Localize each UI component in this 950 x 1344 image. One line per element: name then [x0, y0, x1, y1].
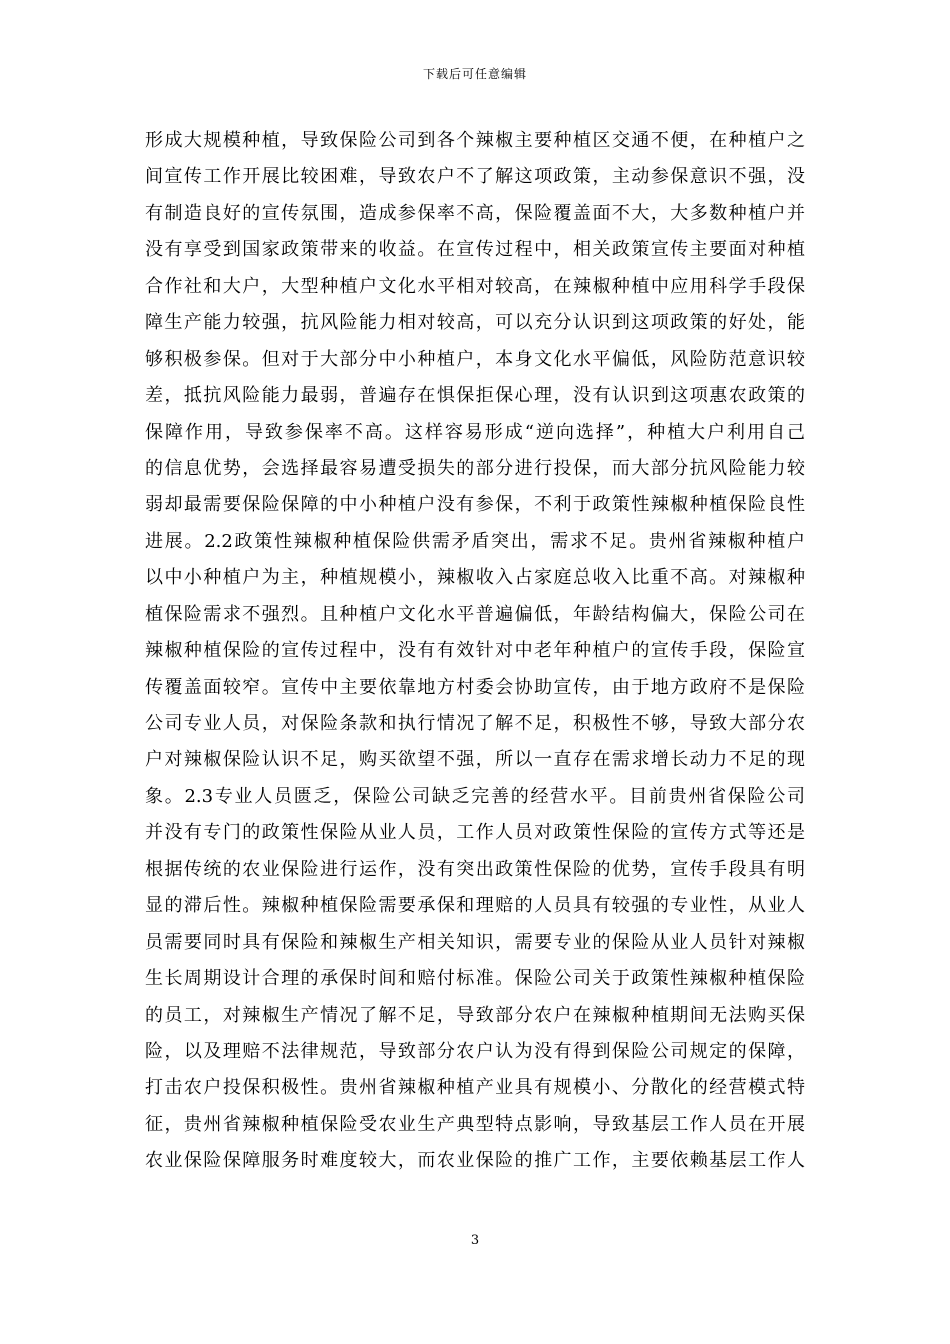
text-line-3: 有制造良好的宣传氛围，造成参保率不高，保险覆盖面不大，大多数种植户并: [145, 202, 805, 224]
text-line-14: 植保险需求不强烈。且种植户文化水平普遍偏低，年龄结构偏大，保险公司在: [145, 603, 805, 625]
text-line-9: 保障作用，导致参保率不高。这样容易形成“逆向选择”，种植大户利用自己: [145, 421, 805, 443]
text-line-27: 打击农户投保积极性。贵州省辣椒种植产业具有规模小、分散化的经营模式特: [145, 1077, 805, 1099]
text-line-12: 进展。2.2政策性辣椒种植保险供需矛盾突出，需求不足。贵州省辣椒种植户: [145, 530, 805, 552]
text-line-22: 显的滞后性。辣椒种植保险需要承保和理赔的人员具有较强的专业性，从业人: [145, 895, 805, 917]
text-line-13: 以中小种植户为主，种植规模小，辣椒收入占家庭总收入比重不高。对辣椒种: [145, 567, 805, 589]
text-line-7: 够积极参保。但对于大部分中小种植户，本身文化水平偏低，风险防范意识较: [145, 348, 805, 370]
text-line-26: 险，以及理赔不法律规范，导致部分农户认为没有得到保险公司规定的保障，: [145, 1040, 805, 1062]
text-line-15: 辣椒种植保险的宣传过程中，没有有效针对中老年种植户的宣传手段，保险宣: [145, 640, 805, 662]
text-line-17: 公司专业人员，对保险条款和执行情况了解不足，积极性不够，导致大部分农: [145, 713, 805, 734]
text-line-25: 的员工，对辣椒生产情况了解不足，导致部分农户在辣椒种植期间无法购买保: [145, 1004, 805, 1026]
text-line-29: 农业保险保障服务时难度较大，而农业保险的推广工作，主要依赖基层工作人: [145, 1150, 805, 1172]
page-header: 下载后可任意编辑: [422, 67, 527, 81]
text-line-20: 并没有专门的政策性保险从业人员，工作人员对政策性保险的宣传方式等还是: [145, 822, 805, 844]
text-line-11: 弱却最需要保险保障的中小种植户没有参保，不利于政策性辣椒种植保险良性: [145, 494, 805, 516]
text-line-23: 员需要同时具有保险和辣椒生产相关知识，需要专业的保险从业人员针对辣椒: [145, 931, 805, 953]
text-line-5: 合作社和大户，大型种植户文化水平相对较高，在辣椒种植中应用科学手段保: [145, 275, 805, 297]
body-text: [145, 123, 805, 1180]
text-line-1: 形成大规模种植，导致保险公司到各个辣椒主要种植区交通不便，在种植户之: [145, 130, 805, 151]
text-line-18: 户对辣椒保险认识不足，购买欲望不强，所以一直存在需求增长动力不足的现: [145, 749, 805, 771]
text-line-24: 生长周期设计合理的承保时间和赔付标准。保险公司关于政策性辣椒种植保险: [145, 968, 805, 990]
text-line-10: 的信息优势，会选择最容易遭受损失的部分进行投保，而大部分抗风险能力较: [145, 457, 805, 479]
text-line-16: 传覆盖面较窄。宣传中主要依靠地方村委会协助宣传，由于地方政府不是保险: [145, 676, 805, 698]
text-line-28: 征，贵州省辣椒种植保险受农业生产典型特点影响，导致基层工作人员在开展: [145, 1113, 805, 1135]
text-line-2: 间宣传工作开展比较困难，导致农户不了解这项政策，主动参保意识不强，没: [145, 166, 805, 188]
text-line-6: 障生产能力较强，抗风险能力相对较高，可以充分认识到这项政策的好处，能: [145, 312, 805, 334]
text-line-21: 根据传统的农业保险进行运作，没有突出政策性保险的优势，宣传手段具有明: [145, 858, 805, 880]
text-line-8: 差，抵抗风险能力最弱，普遍存在惧保拒保心理，没有认识到这项惠农政策的: [145, 385, 805, 407]
text-line-19: 象。2.3专业人员匮乏，保险公司缺乏完善的经营水平。目前贵州省保险公司: [145, 785, 805, 807]
text-line-4: 没有享受到国家政策带来的收益。在宣传过程中，相关政策宣传主要面对种植: [145, 239, 805, 261]
page-number: 3: [470, 1233, 480, 1248]
